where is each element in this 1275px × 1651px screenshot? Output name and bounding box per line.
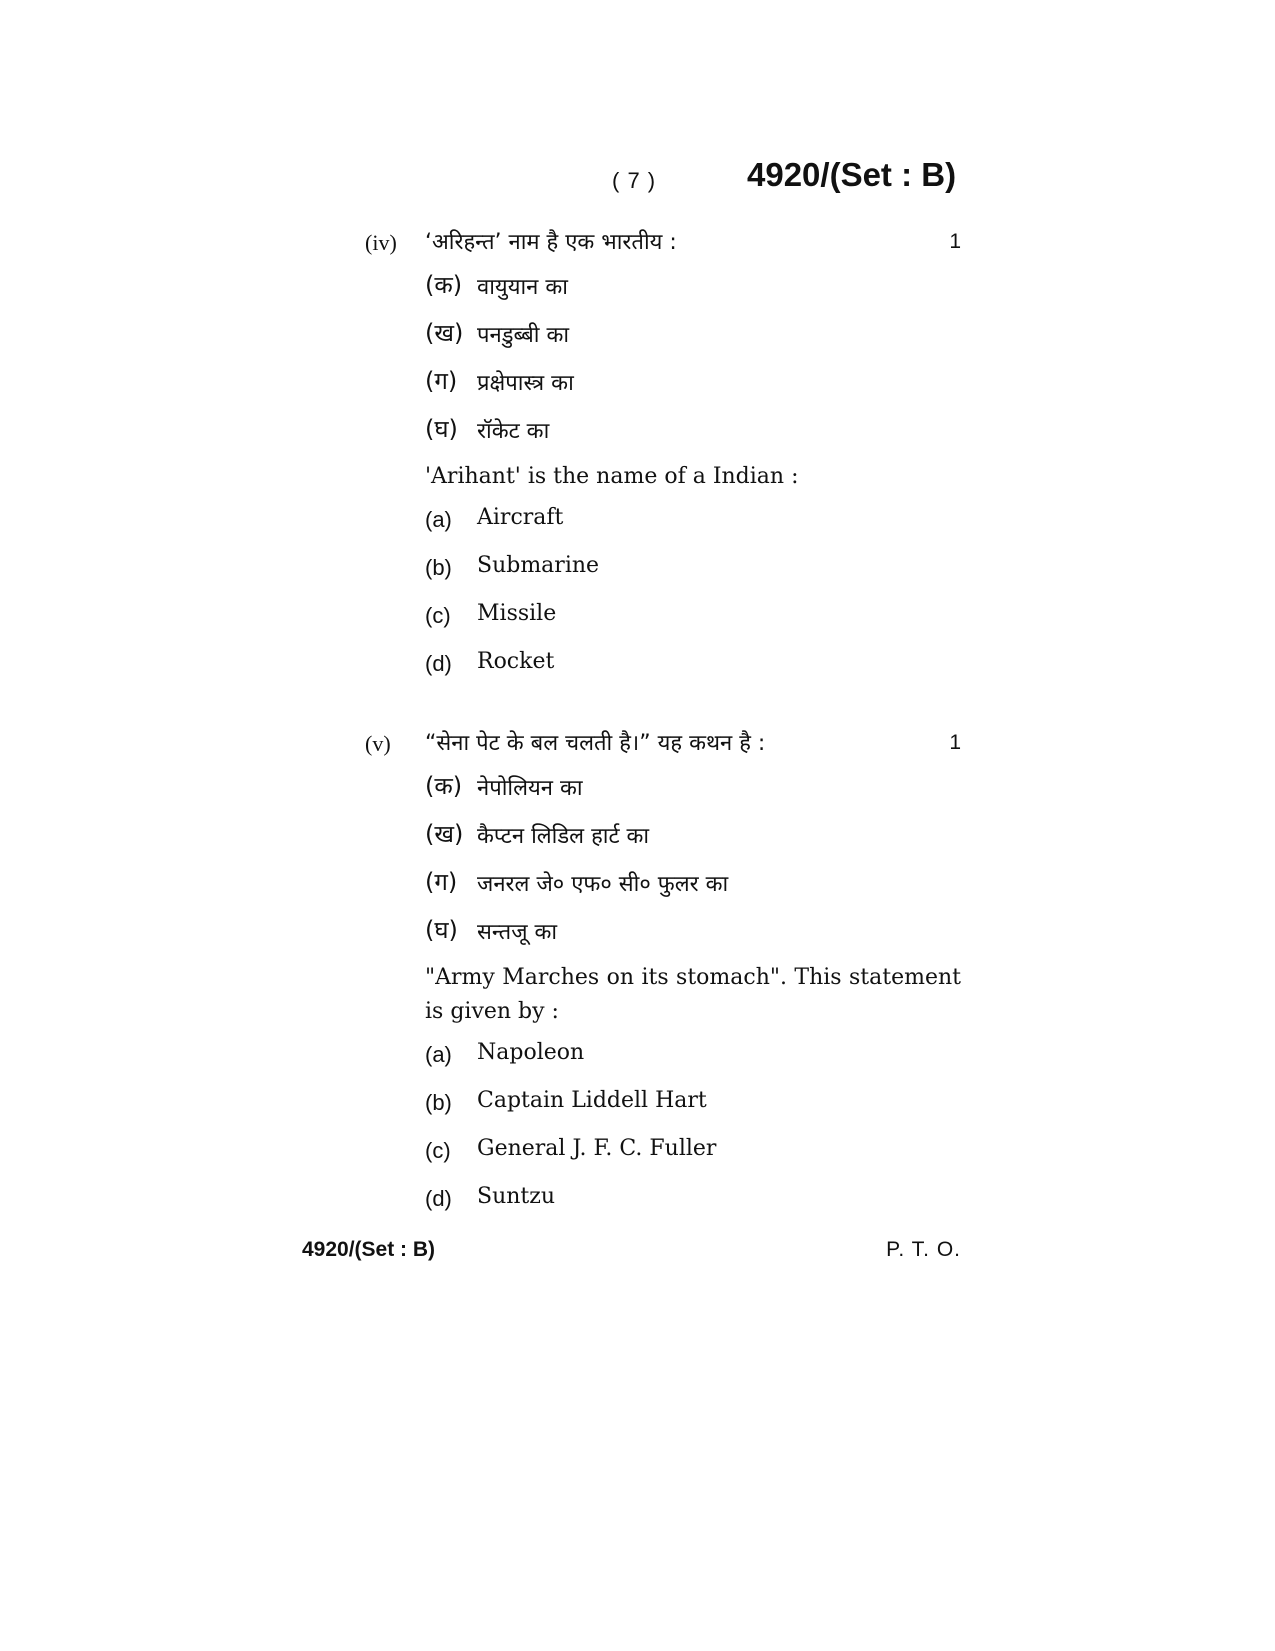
- option-text: Napoleon: [477, 1040, 585, 1065]
- question-number: (v): [365, 731, 391, 756]
- option-label: (c): [425, 603, 451, 628]
- option-d: [425, 642, 961, 690]
- please-turn-over: P. T. O.: [886, 1238, 961, 1261]
- question-marks: 1: [949, 731, 961, 754]
- option-d: [425, 1177, 961, 1225]
- option-ga: [425, 861, 961, 909]
- option-text: नेपोलियन का: [477, 776, 583, 801]
- option-text: पनडुब्बी का: [477, 323, 570, 348]
- option-label: (घ): [425, 415, 458, 443]
- option-text: Rocket: [477, 649, 555, 674]
- question-stem-row: [365, 226, 961, 258]
- option-b: [425, 546, 961, 594]
- question-iv: [365, 226, 961, 690]
- question-english-stem: "Army Marches on its stomach". This statement is given by :: [425, 965, 961, 1024]
- option-label: (ग): [425, 868, 458, 896]
- option-text: Suntzu: [477, 1184, 556, 1209]
- option-label: (ख): [425, 820, 464, 848]
- option-label: (क): [425, 772, 463, 800]
- option-text: सन्तजू का: [477, 920, 558, 945]
- option-label: (c): [425, 1138, 451, 1163]
- question-english-stem: 'Arihant' is the name of a Indian :: [425, 464, 799, 489]
- option-text: Captain Liddell Hart: [477, 1088, 707, 1113]
- option-label: (a): [425, 507, 452, 532]
- english-options: [425, 1033, 961, 1225]
- option-ka: [425, 264, 961, 312]
- page-number: ( 7 ): [612, 168, 657, 193]
- option-label: (b): [425, 1090, 452, 1115]
- option-label: (d): [425, 1186, 452, 1211]
- option-label: (क): [425, 271, 463, 299]
- option-text: Submarine: [477, 553, 600, 578]
- hindi-options: [425, 765, 961, 957]
- option-gha: [425, 408, 961, 456]
- option-text: रॉकेट का: [477, 419, 550, 444]
- paper-set-code: 4920/(Set : B): [747, 156, 957, 193]
- option-a: [425, 1033, 961, 1081]
- option-label: (a): [425, 1042, 452, 1067]
- option-label: (b): [425, 555, 452, 580]
- english-options: [425, 498, 961, 690]
- option-c: [425, 1129, 961, 1177]
- option-ga: [425, 360, 961, 408]
- option-label: (ख): [425, 319, 464, 347]
- option-a: [425, 498, 961, 546]
- option-text: General J. F. C. Fuller: [477, 1136, 717, 1161]
- option-ka: [425, 765, 961, 813]
- question-hindi-stem: “सेना पेट के बल चलती है।” यह कथन है :: [425, 731, 766, 756]
- option-label: (d): [425, 651, 452, 676]
- option-b: [425, 1081, 961, 1129]
- option-label: (ग): [425, 367, 458, 395]
- option-label: (घ): [425, 916, 458, 944]
- question-stem-row: [365, 727, 961, 759]
- option-text: कैप्टन लिडिल हार्ट का: [477, 824, 650, 849]
- option-text: प्रक्षेपास्त्र का: [477, 371, 574, 396]
- question-marks: 1: [949, 230, 961, 253]
- question-v: [365, 727, 961, 1225]
- footer-set-code: 4920/(Set : B): [302, 1238, 436, 1261]
- option-text: जनरल जे० एफ० सी० फुलर का: [477, 872, 729, 897]
- hindi-options: [425, 264, 961, 456]
- question-number: (iv): [365, 230, 397, 255]
- page-footer: [302, 1238, 961, 1268]
- question-hindi-stem: ‘अरिहन्त’ नाम है एक भारतीय :: [425, 230, 677, 255]
- option-kha: [425, 312, 961, 360]
- page-header: [0, 156, 1275, 204]
- option-text: Missile: [477, 601, 557, 626]
- option-text: Aircraft: [477, 505, 564, 530]
- option-kha: [425, 813, 961, 861]
- option-gha: [425, 909, 961, 957]
- option-c: [425, 594, 961, 642]
- option-text: वायुयान का: [477, 275, 568, 300]
